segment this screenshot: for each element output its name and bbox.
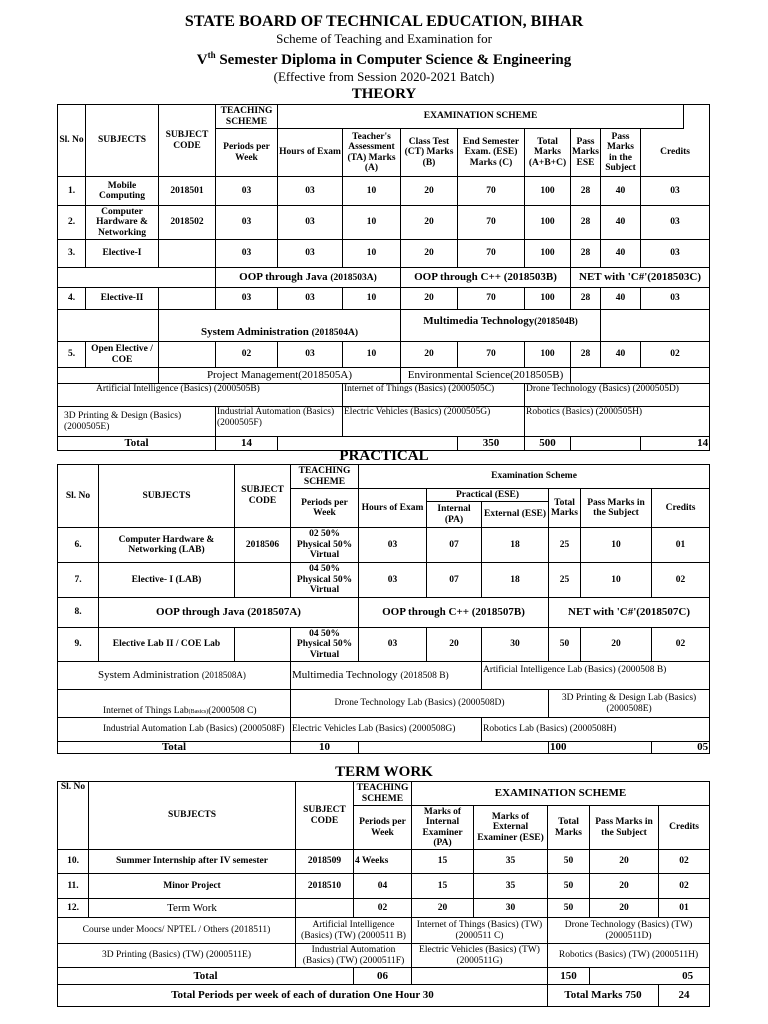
elective-i-options: OOP through Java (2018503A) OOP through C++ (2018503B) NET with 'C#'(2018503C) [58, 268, 710, 288]
semester-title: Vth Semester Diploma in Computer Science & Engineering [196, 50, 572, 68]
practical-heading: PRACTICAL [339, 448, 429, 464]
practical-total-row: Total 10 100 05 [58, 742, 710, 754]
table-row: 12. Term Work 02 20 30 50 20 01 [58, 899, 710, 918]
th-code: SUBJECT CODE [159, 105, 216, 177]
elective-lab-options-row: Internet of Things Lab(Basics)(2000508 C) Drone Technology Lab (Basics) (2000508D) 3D Printing & Design Lab (Basics) (2000508E) [58, 690, 710, 718]
open-elective-options-row: Project Management(2018505A) Environmental Science(2018505B) [58, 368, 710, 384]
open-elective-options-row: Artificial Intelligence (Basics) (2000505B) Internet of Things (Basics) (2000505C) Drone Technology (Basics) (2000505D) [58, 384, 710, 407]
table-row: 2. Computer Hardware & Networking 2018502 03 03 10 20 70 100 28 40 03 [58, 206, 710, 240]
term-work-options-row: 3D Printing (Basics) (TW) (2000511E) Industrial Automation (Basics) (TW) (2000511F) Electric Vehicles (Basics) (TW) (2000511G) Robotics (Basics) (TW) (2000511H) [58, 944, 710, 968]
table-row: 9. Elective Lab II / COE Lab 04 50% Physical 50% Virtual 03 20 30 50 20 02 [58, 628, 710, 662]
term-work-table: Sl. No SUBJECTS SUBJECT CODE TEACHING SCHEME EXAMINATION SCHEME Periods per Week Marks of Internal Examiner (PA) Marks of External Examiner (ESE) Total Marks Pass Marks in the Subject Credits 10. Summer Internship after IV semester 2018509 4 Weeks 15 35 50 20 02 11. Minor Project 2018510 04 15 35 50 20 02 12. Term Work 02 20 30 50 20 01 Course under Moocs/ NPTEL / Others (2018511) Artificial Intelligence (Basics) (TW) (2000511 B) Internet of Things (Basics) (TW) (2000511 C) Drone Technology (Basics) (TW) (2000511D) 3D Printing (Basics) (TW) (2000511E) Industrial Automation (Basics) (TW) (2000511F) Electric Vehicles (Basics) (TW) (2000511G) Robotics (Basics) (TW) (2000511H) Total 06 150 05 Total Periods per week of each of duration One Hour 30 Total Marks 750 24 [57, 781, 710, 1007]
elective-lab-options-row: System Administration (2018508A) Multimedia Technology (2018508 B) Artificial Intelligence Lab (Basics) (2000508 B) [58, 662, 710, 690]
open-elective-options-row: 3D Printing & Design (Basics) (2000505E) Industrial Automation (Basics) (2000505F) Electric Vehicles (Basics) (2000505G) Robotics (Basics) (2000505H) [58, 407, 710, 437]
elective-lab-options-row: Industrial Automation Lab (Basics) (2000508F) Electric Vehicles Lab (Basics) (2000508G) Robotics Lab (Basics) (2000508H) [58, 718, 710, 742]
th-periods: Periods per Week [216, 129, 278, 177]
th-subjects: SUBJECTS [86, 105, 159, 177]
grand-total-row: Total Periods per week of each of duration One Hour 30 Total Marks 750 24 [58, 985, 710, 1007]
document-header [0, 0, 768, 84]
table-row: 4. Elective-II 03 03 10 20 70 100 28 40 03 [58, 288, 710, 310]
table-row: 7. Elective- I (LAB) 04 50% Physical 50% Virtual 03 07 18 25 10 02 [58, 563, 710, 598]
th-exam-scheme: EXAMINATION SCHEME [278, 105, 684, 129]
term-work-total-row: Total 06 150 05 [58, 968, 710, 985]
theory-table [57, 104, 710, 451]
th-ese: End Semester Exam. (ESE) Marks (C) [458, 129, 525, 177]
board-title: STATE BOARD OF TECHNICAL EDUCATION, BIHAR [184, 13, 584, 30]
th-pass-subject: Pass Marks in the Subject [601, 129, 641, 177]
term-work-options-row: Course under Moocs/ NPTEL / Others (2018511) Artificial Intelligence (Basics) (TW) (2000511 B) Internet of Things (Basics) (TW) (2000511 C) Drone Technology (Basics) (TW) (2000511D) [58, 918, 710, 944]
theory-heading: THEORY [351, 86, 417, 102]
table-row: 1. Mobile Computing 2018501 03 03 10 20 70 100 28 40 03 [58, 177, 710, 206]
elective-ii-options: System Administration (2018504A) Multimedia Technology(2018504B) [58, 310, 710, 342]
table-row: 5. Open Elective / COE 02 03 10 20 70 100 28 40 02 [58, 342, 710, 368]
th-sl-no: Sl. No [58, 105, 86, 177]
elective-i-lab-options: 8. OOP through Java (2018507A) OOP through C++ (2018507B) NET with 'C#'(2018507C) [58, 598, 710, 628]
th-ct: Class Test (CT) Marks (B) [401, 129, 458, 177]
effective-session: (Effective from Session 2020-2021 Batch) [273, 69, 495, 84]
th-teaching-scheme: TEACHING SCHEME [216, 105, 278, 129]
theory-total-row: Total 14 350 500 14 [58, 437, 710, 451]
table-row: 6. Computer Hardware & Networking (LAB) 2018506 02 50% Physical 50% Virtual 03 07 18 25 10 01 [58, 528, 710, 563]
scheme-title: Scheme of Teaching and Examination for [276, 31, 492, 46]
th-hours: Hours of Exam [278, 129, 343, 177]
table-row: 11. Minor Project 2018510 04 15 35 50 20 02 [58, 874, 710, 899]
th-pass-ese: Pass Marks ESE [571, 129, 601, 177]
table-row: 10. Summer Internship after IV semester 2018509 4 Weeks 15 35 50 20 02 [58, 850, 710, 874]
term-work-heading: TERM WORK [335, 764, 433, 780]
th-ta: Teacher's Assessment (TA) Marks (A) [343, 129, 401, 177]
th-total: Total Marks (A+B+C) [525, 129, 571, 177]
practical-table: Sl. No SUBJECTS SUBJECT CODE TEACHING SCHEME Examination Scheme Periods per Week Hours of Exam Practical (ESE) Total Marks Pass Marks in the Subject Credits Internal (PA) External (ESE) 6. Computer Hardware & Networking (LAB) 2018506 02 50% Physical 50% Virtual 03 07 18 25 10 01 7. Elective- I (LAB) 04 50% Physical 50% Virtual 03 07 18 25 10 02 8. OOP through Java (2018507A) OOP through C++ (2018507B) NET with 'C#'(2018507C) 9. Elective Lab II / COE Lab 04 50% Physical 50% Virtual 03 20 30 50 20 02 System Administration (2018508A) Multimedia Technology (2018508 B) Artificial Intelligence Lab (Basics) (2000508 B) Internet of Things Lab(Basics)(2000508 C) Drone Technology Lab (Basics) (2000508D) 3D Printing & Design Lab (Basics) (2000508E) Industrial Automation Lab (Basics) (2000508F) Electric Vehicles Lab (Basics) (2000508G) Robotics Lab (Basics) (2000508H) Total 10 100 05 [57, 464, 710, 754]
table-row: 3. Elective-I 03 03 10 20 70 100 28 40 03 [58, 240, 710, 268]
th-credits: Credits [641, 129, 710, 177]
